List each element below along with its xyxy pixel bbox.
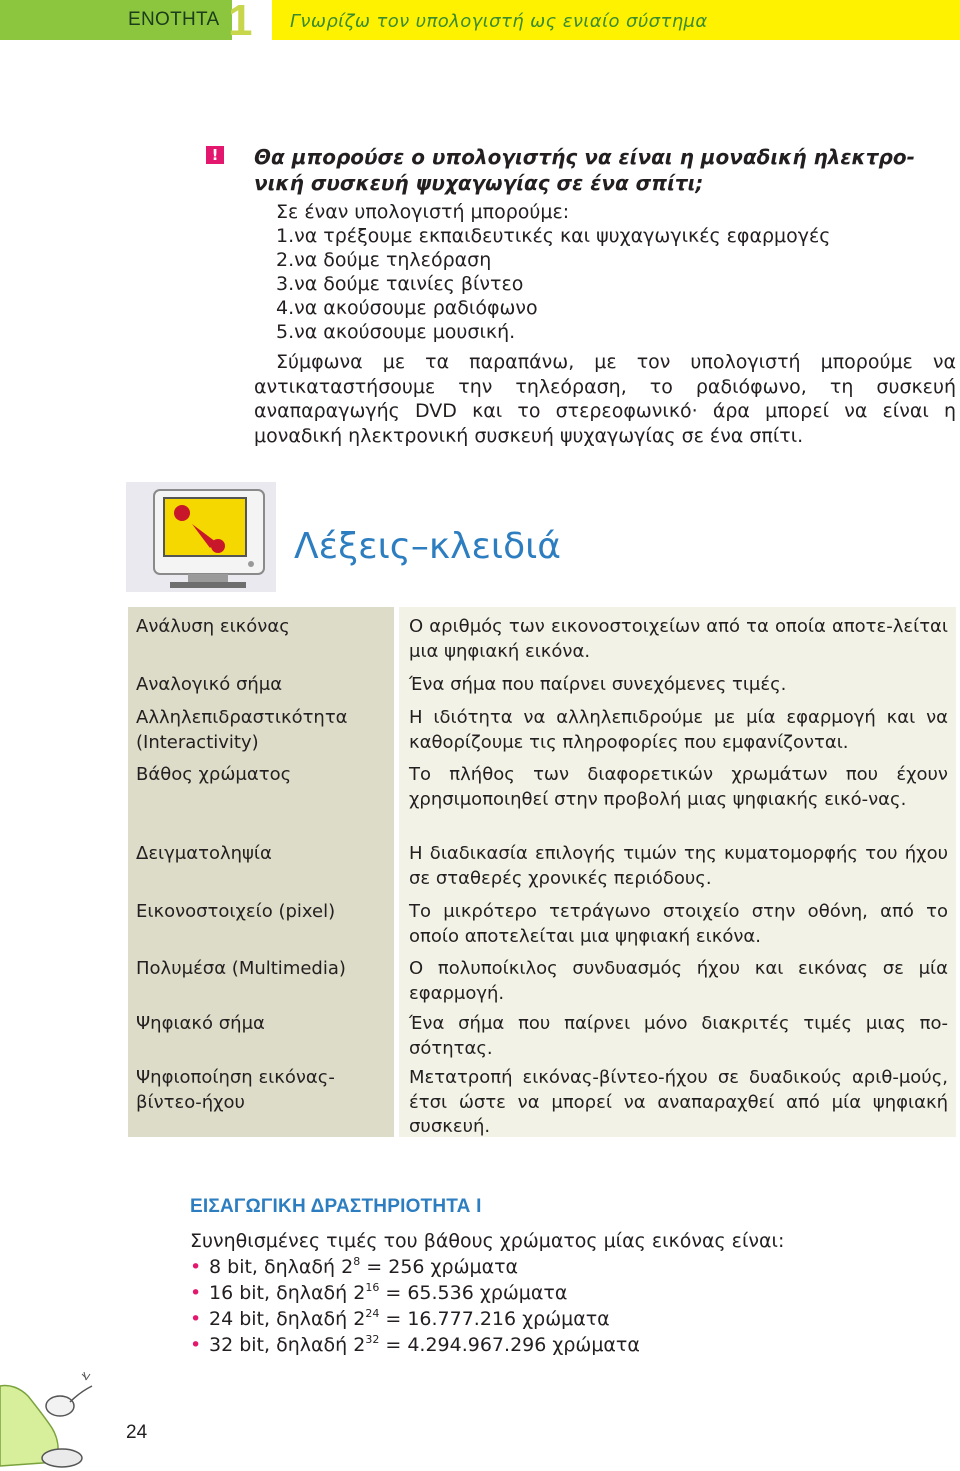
table-row — [128, 1004, 956, 1058]
chapter-title: Γνωρίζω τον υπολογιστή ως ενιαίο σύστημα — [290, 11, 708, 32]
question-title: Θα μπορούσε ο υπολογιστής να είναι η μοναδική ηλεκτρο-νική συσκευή ψυχαγωγίας σε ένα σπίτι; — [254, 145, 915, 195]
keyword-definition: Ο πολυποίκιλος συνδυασμός ήχου και εικόνας σε μία εφαρμογή. — [399, 949, 956, 1004]
activity-list — [190, 1254, 640, 1358]
monitor-wrench-icon — [126, 482, 276, 592]
table-row — [128, 949, 956, 1004]
item-text: 24 bit, δηλαδή 2 — [209, 1308, 366, 1330]
keyword-definition: Ένα σήμα που παίρνει μόνο διακριτές τιμές μιας πο-σότητας. — [399, 1004, 956, 1058]
keyword-term: Δειγματοληψία — [128, 834, 394, 892]
bullet-icon: • — [190, 1282, 202, 1304]
list-item — [190, 1306, 640, 1332]
list-item: 5.να ακούσουμε μουσική. — [276, 321, 516, 343]
keyword-term: Ψηφιακό σήμα — [128, 1004, 394, 1058]
table-row — [128, 607, 956, 665]
page-header — [0, 0, 960, 45]
item-text: 32 bit, δηλαδή 2 — [209, 1334, 366, 1356]
keyword-definition: Το μικρότερο τετράγωνο στοιχείο στην οθόνη, από το οποίο αποτελείται μια ψηφιακή εικόνα. — [399, 892, 956, 949]
keyword-definition: Ένα σήμα που παίρνει συνεχόμενες τιμές. — [399, 665, 956, 698]
item-result: = 65.536 χρώματα — [379, 1282, 568, 1304]
activity-intro: Συνηθισμένες τιμές του βάθους χρώματος μίας εικόνας είναι: — [190, 1230, 785, 1252]
keyword-term: Αναλογικό σήμα — [128, 665, 394, 698]
item-result: = 256 χρώματα — [360, 1256, 519, 1278]
table-row — [128, 834, 956, 892]
list-item: 2.να δούμε τηλεόραση — [276, 249, 492, 271]
keyword-term: Εικονοστοιχείο (pixel) — [128, 892, 394, 949]
list-item: 4.να ακούσουμε ραδιόφωνο — [276, 297, 538, 319]
exponent: 32 — [365, 1333, 380, 1346]
keyword-term: Ανάλυση εικόνας — [128, 607, 394, 665]
mouse-doodle-icon — [0, 1366, 120, 1471]
item-result: = 16.777.216 χρώματα — [379, 1308, 610, 1330]
keyword-term: Ψηφιοποίηση εικόνας-βίντεο-ήχου — [128, 1058, 394, 1137]
question-body — [276, 200, 956, 344]
keyword-definition: Η διαδικασία επιλογής τιμών της κυματομορφής του ήχου σε σταθερές χρονικές περιόδους. — [399, 834, 956, 892]
bullet-icon: • — [190, 1256, 202, 1278]
exclamation-icon: ! — [206, 146, 224, 164]
list-item — [190, 1254, 640, 1280]
keyword-definition: Μετατροπή εικόνας-βίντεο-ήχου σε δυαδικούς αριθ-μούς, έτσι ώστε να μπορεί να αναπαραχθεί από μία ψηφιακή συσκευή. — [399, 1058, 956, 1137]
item-result: = 4.294.967.296 χρώματα — [379, 1334, 640, 1356]
item-text: 16 bit, δηλαδή 2 — [209, 1282, 366, 1304]
keyword-term: Πολυμέσα (Multimedia) — [128, 949, 394, 1004]
item-text: 8 bit, δηλαδή 2 — [209, 1256, 354, 1278]
keyword-term: Αλληλεπιδραστικότητα (Interactivity) — [128, 698, 394, 755]
list-item: 1.να τρέξουμε εκπαιδευτικές και ψυχαγωγικές εφαρμογές — [276, 225, 831, 247]
keyword-definition: Η ιδιότητα να αλληλεπιδρούμε με μία εφαρμογή και να καθορίζουμε τις πληροφορίες που εμφανίζονται. — [399, 698, 956, 755]
table-row — [128, 665, 956, 698]
table-row — [128, 698, 956, 755]
question-intro: Σε έναν υπολογιστή μπορούμε: — [276, 201, 570, 223]
bullet-icon: • — [190, 1308, 202, 1330]
unit-label: ΕΝΟΤΗΤΑ — [128, 9, 220, 30]
exponent: 16 — [365, 1281, 380, 1294]
keywords-title: Λέξεις–κλειδιά — [294, 526, 562, 567]
page-number: 24 — [126, 1422, 148, 1443]
table-row — [128, 1058, 956, 1137]
exponent: 8 — [353, 1255, 361, 1268]
bullet-icon: • — [190, 1334, 202, 1356]
list-item — [190, 1280, 640, 1306]
keyword-term: Βάθος χρώματος — [128, 755, 394, 834]
keyword-definition: Το πλήθος των διαφορετικών χρωμάτων που έχουν χρησιμοποιηθεί στην προβολή μιας ψηφιακής εικό-νας. — [399, 755, 956, 834]
list-item: 3.να δούμε ταινίες βίντεο — [276, 273, 524, 295]
exponent: 24 — [365, 1307, 380, 1320]
table-row — [128, 892, 956, 949]
question-paragraph: Σύμφωνα με τα παραπάνω, με τον υπολογιστή μπορούμε να αντικαταστήσουμε την τηλεόραση, το ραδιόφωνο, τη συσκευή αναπαραγωγής DVD και το στερεοφωνικό· άρα μπορεί να είναι η μοναδική ηλεκτρονική συσκευή ψυχαγωγίας σε ένα σπίτι. — [254, 351, 956, 447]
activity-title: ΕΙΣΑΓΩΓΙΚΗ ΔΡΑΣΤΗΡΙΟΤΗΤΑ I — [190, 1196, 482, 1217]
keywords-table — [128, 607, 956, 1137]
list-item — [190, 1332, 640, 1358]
unit-number: 1 — [228, 0, 253, 45]
table-row — [128, 755, 956, 834]
keyword-definition: Ο αριθμός των εικονοστοιχείων από τα οποία αποτε-λείται μια ψηφιακή εικόνα. — [399, 607, 956, 665]
